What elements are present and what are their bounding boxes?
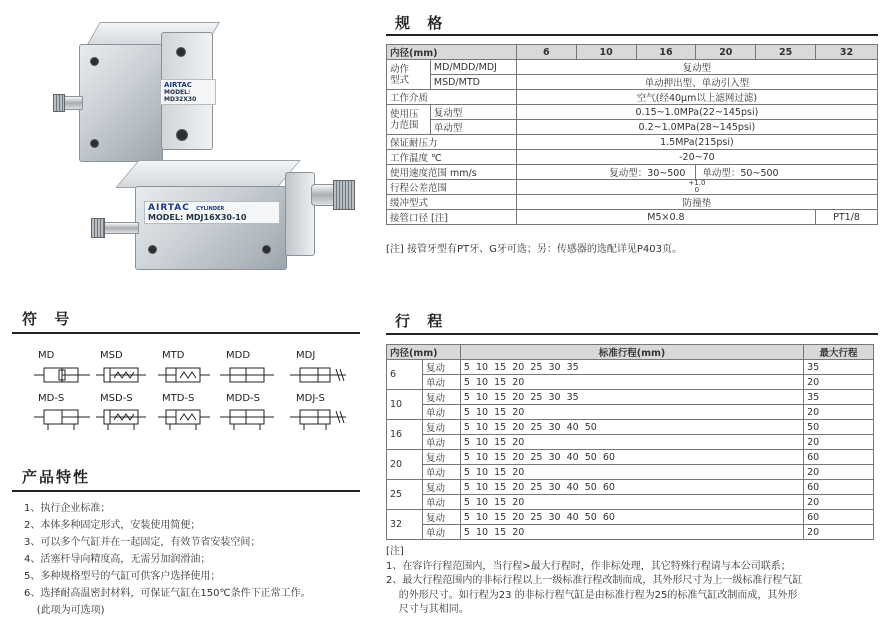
spec-value-32: PT1/8 bbox=[816, 210, 878, 225]
symbol-label: MDJ bbox=[296, 350, 316, 361]
stroke-section-title: 行 程 bbox=[395, 312, 449, 330]
stroke-max: 20 bbox=[804, 465, 874, 480]
stroke-standard: 5 10 15 20 25 30 35 bbox=[460, 390, 803, 405]
spec-header-20: 20 bbox=[696, 45, 756, 60]
symbol-label: MDJ-S bbox=[296, 393, 325, 404]
mount-hole bbox=[148, 245, 157, 254]
stroke-type: 复动 bbox=[422, 420, 460, 435]
spec-value: 0.15~1.0MPa(22~145psi) bbox=[516, 105, 877, 120]
stroke-bore: 6 bbox=[387, 360, 423, 390]
stroke-row bbox=[387, 405, 874, 420]
mount-hole bbox=[176, 47, 186, 57]
spec-label: 使用速度范围 mm/s bbox=[387, 165, 517, 180]
spec-value: -20~70 bbox=[516, 150, 877, 165]
symbol-mdd bbox=[220, 368, 274, 382]
symbol-label: MD-S bbox=[38, 393, 65, 404]
stroke-row bbox=[387, 495, 874, 510]
symbol-label: MD bbox=[38, 350, 55, 361]
product-photo-md32 bbox=[55, 18, 225, 168]
stroke-max: 20 bbox=[804, 375, 874, 390]
stroke-header-row bbox=[387, 345, 874, 360]
spec-row bbox=[387, 165, 878, 180]
symbols-title-rule bbox=[12, 332, 360, 334]
product-photo-mdj16 bbox=[85, 150, 375, 275]
feature-item: 1、执行企业标准； bbox=[24, 503, 111, 514]
port-hole bbox=[176, 129, 188, 141]
features-title-rule bbox=[12, 490, 360, 492]
spec-sub-label: 复动型 bbox=[430, 105, 516, 120]
symbol-label: MDD bbox=[226, 350, 251, 361]
stroke-header-standard: 标准行程(mm) bbox=[460, 345, 803, 360]
cylinder-front-face bbox=[79, 44, 163, 162]
stroke-max: 60 bbox=[804, 480, 874, 495]
stroke-max: 20 bbox=[804, 435, 874, 450]
mount-hole bbox=[90, 57, 99, 66]
symbol-mtd-s bbox=[158, 410, 210, 430]
spec-value: 防撞垫 bbox=[516, 195, 877, 210]
stroke-row bbox=[387, 375, 874, 390]
feature-item: 2、本体多种固定形式，安装使用简便； bbox=[24, 520, 201, 531]
stroke-standard: 5 10 15 20 25 30 35 bbox=[460, 360, 803, 375]
stroke-standard: 5 10 15 20 25 30 40 50 bbox=[460, 420, 803, 435]
symbols-section-title: 符 号 bbox=[22, 310, 76, 328]
spec-header-bore: 内径(mm) bbox=[387, 45, 517, 60]
stroke-note-item: 的外形尺寸。如行程为23 的非标行程气缸是由标准行程为25的标准气缸改制而成，其外形 bbox=[386, 589, 798, 601]
spec-label: 工作温度 ℃ bbox=[387, 150, 517, 165]
spec-tolerance bbox=[516, 180, 877, 195]
stroke-type: 单动 bbox=[422, 405, 460, 420]
stroke-type: 单动 bbox=[422, 375, 460, 390]
spec-row bbox=[387, 180, 878, 195]
tolerance-upper: +1.0 bbox=[688, 179, 706, 187]
rod-nut bbox=[53, 94, 65, 112]
stroke-row bbox=[387, 360, 874, 375]
symbol-label: MSD bbox=[100, 350, 123, 361]
spec-header-10: 10 bbox=[576, 45, 636, 60]
feature-item: 3、可以多个气缸并在一起固定，有效节省安装空间； bbox=[24, 537, 261, 548]
model-label: AIRTAC MODEL: MD32X30 bbox=[160, 79, 216, 105]
stroke-note-item: 尺寸与其相同。 bbox=[386, 604, 469, 615]
model-label: AIRTAC CYLINDER MODEL: MDJ16X30-10 bbox=[144, 201, 280, 224]
stroke-row bbox=[387, 465, 874, 480]
stroke-table bbox=[386, 344, 874, 540]
spec-row bbox=[387, 75, 878, 90]
stroke-title-rule bbox=[386, 333, 878, 335]
symbol-md-s bbox=[34, 410, 90, 430]
spec-header-16: 16 bbox=[636, 45, 696, 60]
spec-label: 保证耐压力 bbox=[387, 135, 517, 150]
spec-value-single: 单动型：50~500 bbox=[696, 165, 878, 180]
spec-label: 工作介质 bbox=[387, 90, 517, 105]
spec-row bbox=[387, 60, 878, 75]
symbol-label: MTD-S bbox=[162, 393, 195, 404]
features-section-title: 产品特性 bbox=[22, 468, 91, 486]
feature-item: (此项为可选项) bbox=[24, 605, 105, 616]
spec-header-6: 6 bbox=[516, 45, 576, 60]
adjust-nut bbox=[333, 180, 355, 210]
spec-sub-label: MSD/MTD bbox=[430, 75, 516, 90]
spec-value: 复动型 bbox=[516, 60, 877, 75]
symbol-md bbox=[34, 368, 90, 382]
stroke-max: 60 bbox=[804, 450, 874, 465]
spec-sub-label: MD/MDD/MDJ bbox=[430, 60, 516, 75]
stroke-type: 单动 bbox=[422, 525, 460, 540]
spec-value: 单动押出型、单动引入型 bbox=[516, 75, 877, 90]
stroke-note-item: 2、最大行程范围内的非标行程以上一级标准行程改制而成，其外形尺寸为上一级标准行程气缸 bbox=[386, 575, 803, 586]
spec-label: 行程公差范围 bbox=[387, 180, 517, 195]
stroke-max: 35 bbox=[804, 360, 874, 375]
spec-row bbox=[387, 135, 878, 150]
stroke-max: 20 bbox=[804, 525, 874, 540]
spec-section-title: 规 格 bbox=[395, 14, 449, 32]
symbol-msd-s bbox=[96, 410, 146, 430]
stroke-type: 复动 bbox=[422, 390, 460, 405]
spec-value: 0.2~1.0MPa(28~145psi) bbox=[516, 120, 877, 135]
symbol-label: MTD bbox=[162, 350, 185, 361]
spec-value-double: 复动型：30~500 bbox=[516, 165, 696, 180]
symbol-mdj bbox=[290, 368, 346, 382]
stroke-standard: 5 10 15 20 25 30 40 50 60 bbox=[460, 480, 803, 495]
piston-rod bbox=[99, 222, 139, 234]
stroke-type: 单动 bbox=[422, 435, 460, 450]
stroke-standard: 5 10 15 20 bbox=[460, 435, 803, 450]
spec-row bbox=[387, 210, 878, 225]
stroke-standard: 5 10 15 20 bbox=[460, 525, 803, 540]
cylinder-front-face bbox=[135, 186, 287, 270]
spec-value: 1.5MPa(215psi) bbox=[516, 135, 877, 150]
stroke-row bbox=[387, 390, 874, 405]
spec-sub-label: 单动型 bbox=[430, 120, 516, 135]
pneumatic-symbols bbox=[0, 360, 360, 440]
rod-nut bbox=[91, 218, 105, 238]
stroke-row bbox=[387, 435, 874, 450]
stroke-standard: 5 10 15 20 25 30 40 50 60 bbox=[460, 510, 803, 525]
stroke-standard: 5 10 15 20 bbox=[460, 405, 803, 420]
stroke-type: 复动 bbox=[422, 360, 460, 375]
stroke-type: 复动 bbox=[422, 450, 460, 465]
stroke-header-bore: 内径(mm) bbox=[387, 345, 461, 360]
stroke-standard: 5 10 15 20 bbox=[460, 465, 803, 480]
spec-table bbox=[386, 44, 878, 225]
mount-hole bbox=[262, 245, 271, 254]
spec-header-25: 25 bbox=[756, 45, 816, 60]
spec-row bbox=[387, 90, 878, 105]
stroke-bore: 10 bbox=[387, 390, 423, 420]
symbol-msd bbox=[96, 368, 146, 382]
stroke-type: 单动 bbox=[422, 465, 460, 480]
features-list bbox=[24, 500, 311, 619]
spec-label: 接管口径 [注] bbox=[387, 210, 517, 225]
stroke-standard: 5 10 15 20 bbox=[460, 495, 803, 510]
symbol-mdj-s bbox=[290, 410, 346, 430]
stroke-standard: 5 10 15 20 bbox=[460, 375, 803, 390]
stroke-row bbox=[387, 525, 874, 540]
stroke-type: 单动 bbox=[422, 495, 460, 510]
stroke-max: 20 bbox=[804, 405, 874, 420]
stroke-note-item: 1、在容许行程范围内，当行程>最大行程时，作非标处理，其它特殊行程请与本公司联系； bbox=[386, 560, 791, 572]
stroke-max: 35 bbox=[804, 390, 874, 405]
spec-group-action: 动作 型式 bbox=[387, 60, 431, 90]
spec-group-pressure: 使用压 力范围 bbox=[387, 105, 431, 135]
spec-header-32: 32 bbox=[816, 45, 878, 60]
symbol-mdd-s bbox=[220, 410, 274, 430]
stroke-max: 20 bbox=[804, 495, 874, 510]
spec-value: M5×0.8 bbox=[516, 210, 815, 225]
cylinder-side-face bbox=[161, 32, 213, 150]
cylinder-side-face bbox=[285, 172, 315, 256]
stroke-bore: 16 bbox=[387, 420, 423, 450]
symbol-label: MSD-S bbox=[100, 393, 133, 404]
symbol-label: MDD-S bbox=[226, 393, 260, 404]
symbol-mtd bbox=[158, 368, 210, 382]
stroke-max: 50 bbox=[804, 420, 874, 435]
stroke-note-heading: [注] bbox=[386, 546, 404, 557]
stroke-bore: 32 bbox=[387, 510, 423, 540]
feature-item: 4、活塞杆导向精度高，无需另加润滑油； bbox=[24, 554, 211, 565]
stroke-row bbox=[387, 510, 874, 525]
stroke-notes bbox=[386, 545, 802, 618]
tolerance-lower: 0 bbox=[694, 186, 700, 194]
spec-row bbox=[387, 150, 878, 165]
spec-value: 空气(经40μm以上滤网过滤) bbox=[516, 90, 877, 105]
spec-header-row bbox=[387, 45, 878, 60]
stroke-type: 复动 bbox=[422, 510, 460, 525]
stroke-type: 复动 bbox=[422, 480, 460, 495]
stroke-max: 60 bbox=[804, 510, 874, 525]
spec-row bbox=[387, 120, 878, 135]
stroke-row bbox=[387, 420, 874, 435]
feature-item: 5、多种规格型号的气缸可供客户选择使用； bbox=[24, 571, 221, 582]
spec-title-rule bbox=[386, 34, 878, 36]
spec-row bbox=[387, 105, 878, 120]
stroke-bore: 25 bbox=[387, 480, 423, 510]
spec-note: [注] 接管牙型有PT牙、G牙可选；另：传感器的选配详见P403页。 bbox=[386, 244, 682, 255]
feature-item: 6、选择耐高温密封材料，可保证气缸在150℃条件下正常工作。 bbox=[24, 588, 311, 599]
spec-label: 缓冲型式 bbox=[387, 195, 517, 210]
mount-hole bbox=[90, 139, 99, 148]
stroke-bore: 20 bbox=[387, 450, 423, 480]
stroke-row bbox=[387, 480, 874, 495]
stroke-row bbox=[387, 450, 874, 465]
stroke-standard: 5 10 15 20 25 30 40 50 60 bbox=[460, 450, 803, 465]
cylinder-top-face bbox=[115, 160, 300, 188]
stroke-header-max: 最大行程 bbox=[804, 345, 874, 360]
spec-row bbox=[387, 195, 878, 210]
